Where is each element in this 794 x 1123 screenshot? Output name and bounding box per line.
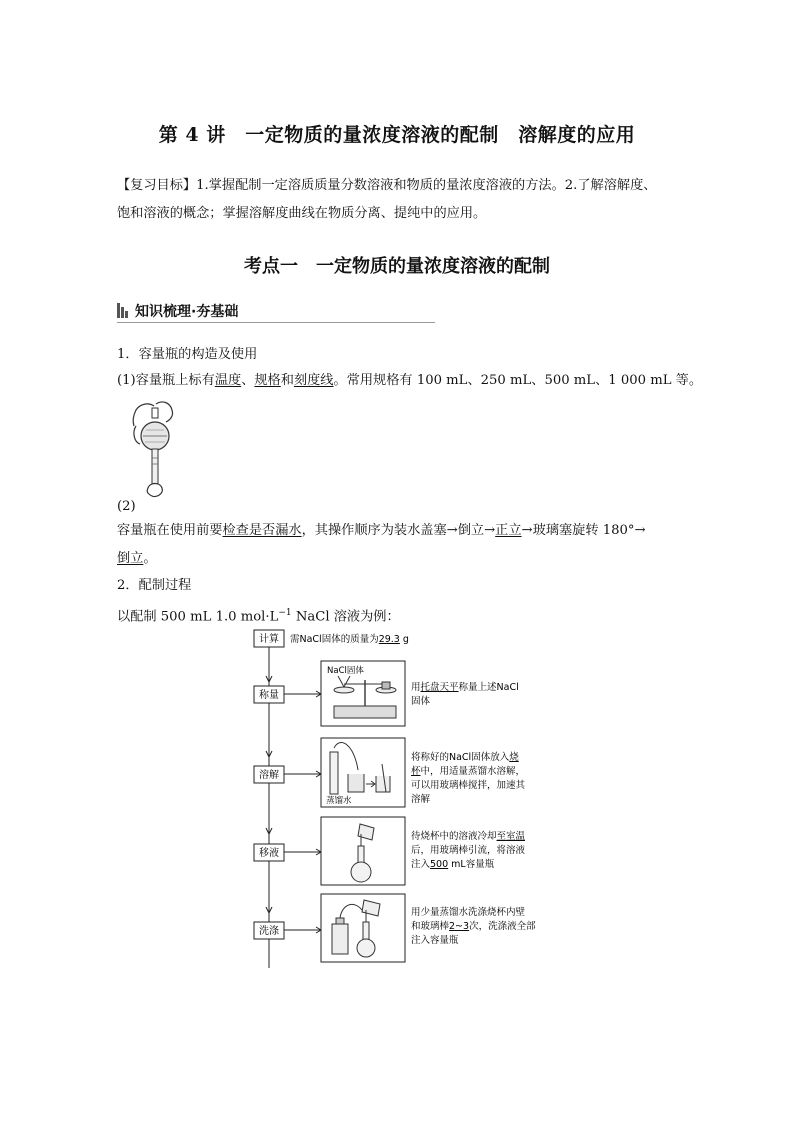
step-transfer: [254, 817, 526, 885]
review-text-line2: 饱和溶液的概念；掌握溶解度曲线在物质分离、提纯中的应用。: [117, 206, 487, 221]
text: 。: [143, 551, 157, 566]
term-inverted: 倒立: [117, 551, 144, 566]
step-calc: [254, 630, 409, 647]
text: 以配制 500 mL 1.0 mol·L: [117, 609, 279, 625]
text: →玻璃塞旋转 180°→: [521, 523, 646, 538]
step-label: 计算: [259, 634, 279, 645]
bar-marker-icon: [117, 303, 128, 318]
term-upright: 正立: [495, 523, 522, 538]
term-scale-line: 刻度线: [293, 373, 334, 388]
step-desc: 用托盘天平称量上述NaCl: [411, 682, 519, 693]
review-text-line1: 1.掌握配制一定溶质质量分数溶液和物质的量浓度溶液的方法。2.了解溶解度、: [196, 178, 657, 193]
item1-paragraph2: [117, 516, 717, 545]
step-weigh: [254, 661, 519, 726]
volumetric-flask-illustration: [126, 398, 182, 502]
step-label: 称量: [259, 690, 279, 701]
step-desc: 待烧杯中的溶液冷却至室温: [411, 831, 526, 842]
step-desc-line3: 可以用玻璃棒搅拌，加速其: [411, 780, 526, 791]
item1-heading: 1．容量瓶的构造及使用: [117, 347, 258, 362]
term-leak-check: 检查是否漏水: [222, 523, 302, 538]
step-dissolve: [254, 738, 526, 807]
text: 、: [241, 373, 255, 388]
text: 容量瓶在使用前要: [117, 523, 223, 538]
step-desc-line3: 注入500 mL容量瓶: [411, 859, 495, 870]
preparation-flowchart: [230, 624, 570, 968]
text: 。常用规格有 100 mL、250 mL、500 mL、1 000 mL 等。: [333, 373, 703, 388]
page-title: 第 4 讲 一定物质的量浓度溶液的配制 溶解度的应用: [158, 124, 636, 146]
knowledge-bar: [117, 300, 435, 323]
item1-paragraph1: [117, 366, 717, 395]
step-desc: 将称好的NaCl固体放入烧: [411, 752, 519, 763]
item2-heading: 2．配制过程: [117, 578, 192, 593]
text: ，其操作顺序为装水盖塞→倒立→: [301, 523, 496, 538]
superscript: −1: [278, 608, 292, 618]
step-desc-line2: 固体: [411, 696, 431, 707]
text: 和: [280, 373, 294, 388]
image-label: NaCl固体: [327, 666, 364, 676]
step-label: 移液: [259, 848, 279, 859]
step-desc-line2: 杯中，用适量蒸馏水溶解，: [411, 766, 526, 777]
review-tag: 【复习目标】: [117, 178, 197, 193]
image-label: 蒸馏水: [326, 796, 352, 806]
step-wash: [254, 894, 536, 962]
review-objectives: [117, 171, 692, 200]
step-desc-line2: 和玻璃棒2~3次，洗涤液全部: [411, 921, 536, 932]
step-desc: 用少量蒸馏水洗涤烧杯内壁: [411, 907, 526, 918]
text: NaCl 溶液为例：: [291, 609, 400, 625]
text: (1)容量瓶上标有: [117, 373, 215, 388]
section-title: 考点一 一定物质的量浓度溶液的配制: [244, 256, 550, 277]
step-desc-line4: 溶解: [411, 794, 431, 805]
term-temperature: 温度: [214, 373, 242, 388]
term-spec: 规格: [254, 373, 281, 388]
step-desc-line2: 后，用玻璃棒引流，将溶液: [411, 845, 526, 856]
knowledge-bar-label: 知识梳理·夯基础: [135, 304, 239, 320]
item1-p2-label: (2): [117, 499, 136, 514]
step-desc: 需NaCl固体的质量为29.3 g: [290, 634, 409, 645]
item1-paragraph2-line2: [117, 544, 692, 573]
step-label: 溶解: [259, 770, 279, 781]
step-label: 洗涤: [259, 926, 279, 937]
step-desc-line3: 注入容量瓶: [411, 935, 459, 946]
